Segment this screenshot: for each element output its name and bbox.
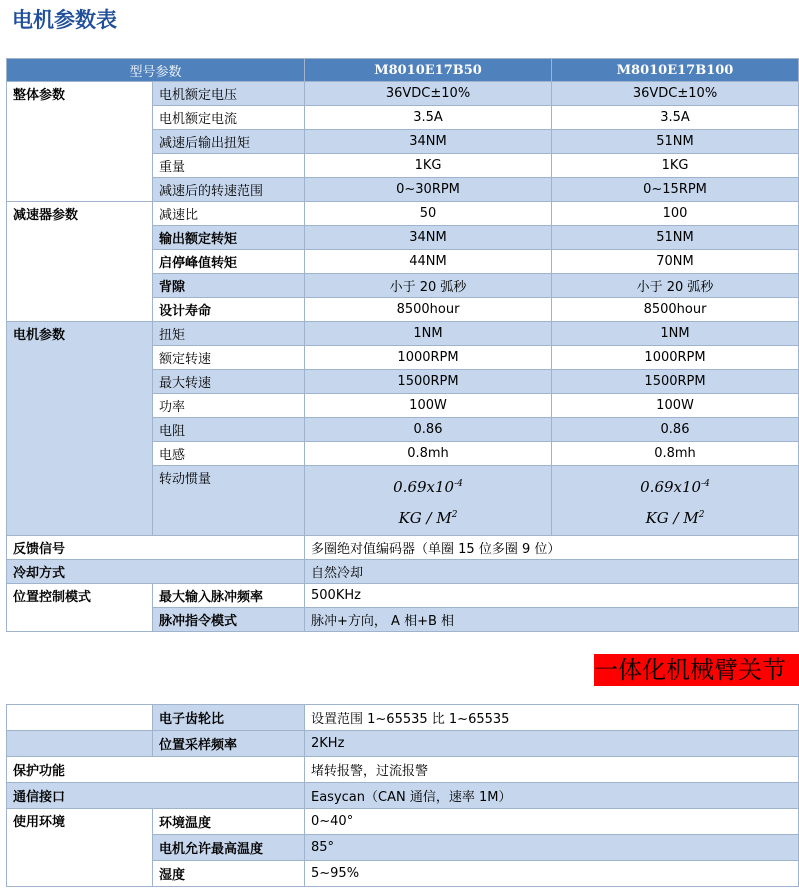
cell-value: 1000RPM	[552, 346, 799, 370]
row-label: 输出额定转矩	[153, 226, 305, 250]
row-label: 减速后的转速范围	[153, 178, 305, 202]
group-position: 位置控制模式	[7, 584, 153, 632]
cell-value: 500KHz	[305, 584, 799, 608]
cell-value: 3.5A	[552, 106, 799, 130]
empty-cell	[7, 705, 153, 731]
cell-value: 1000RPM	[305, 346, 552, 370]
cell-value: 3.5A	[305, 106, 552, 130]
table-row	[7, 809, 799, 835]
cell-value: 0.8mh	[552, 442, 799, 466]
cell-value: 脉冲+方向， A 相+B 相	[305, 608, 799, 632]
empty-cell	[7, 731, 153, 757]
row-label: 背隙	[153, 274, 305, 298]
cell-value: 0~30RPM	[305, 178, 552, 202]
inertia-value-b100: $0.69x10^{-4}$ KG / $M^2$	[552, 466, 799, 536]
row-label: 湿度	[153, 861, 305, 887]
row-label: 电子齿轮比	[153, 705, 305, 731]
cell-value: 85°	[305, 835, 799, 861]
cell-value: 100	[552, 202, 799, 226]
cell-value: 70NM	[552, 250, 799, 274]
cell-value: 5~95%	[305, 861, 799, 887]
cell-value: 34NM	[305, 226, 552, 250]
table-row	[7, 82, 799, 106]
cell-value: 设置范围 1~65535 比 1~65535	[305, 705, 799, 731]
table-row	[7, 783, 799, 809]
cell-value: 自然冷却	[305, 560, 799, 584]
cell-value: 51NM	[552, 226, 799, 250]
row-label: 电机允许最高温度	[153, 835, 305, 861]
cell-value: 0~40°	[305, 809, 799, 835]
cell-value: 44NM	[305, 250, 552, 274]
row-label: 最大输入脉冲频率	[153, 584, 305, 608]
table-row	[7, 536, 799, 560]
cell-value: Easycan（CAN 通信，速率 1M）	[305, 783, 799, 809]
page-title: 电机参数表	[12, 8, 117, 32]
cell-value: 0~15RPM	[552, 178, 799, 202]
table-row	[7, 584, 799, 608]
group-reducer: 减速器参数	[7, 202, 153, 322]
cell-value: 100W	[305, 394, 552, 418]
cell-value: 8500hour	[552, 298, 799, 322]
row-label: 电感	[153, 442, 305, 466]
row-label: 最大转速	[153, 370, 305, 394]
cell-value: 1NM	[305, 322, 552, 346]
group-protection: 保护功能	[7, 757, 305, 783]
cell-value: 36VDC±10%	[552, 82, 799, 106]
header-model-param: 型号参数	[7, 59, 305, 82]
row-label: 位置采样频率	[153, 731, 305, 757]
spec-table-continued	[6, 704, 799, 887]
cell-value: 0.8mh	[305, 442, 552, 466]
group-env: 使用环境	[7, 809, 153, 887]
cell-value: 0.86	[552, 418, 799, 442]
group-cooling: 冷却方式	[7, 560, 305, 584]
row-label: 重量	[153, 154, 305, 178]
table-row	[7, 202, 799, 226]
table-header-row	[7, 59, 799, 82]
cell-value: 1KG	[305, 154, 552, 178]
row-label: 脉冲指令模式	[153, 608, 305, 632]
cell-value: 34NM	[305, 130, 552, 154]
row-label: 扭矩	[153, 322, 305, 346]
row-label: 转动惯量	[153, 466, 305, 536]
cell-value: 36VDC±10%	[305, 82, 552, 106]
cell-value: 小于 20 弧秒	[552, 274, 799, 298]
row-label: 功率	[153, 394, 305, 418]
row-label: 电机额定电压	[153, 82, 305, 106]
cell-value: 8500hour	[305, 298, 552, 322]
row-label: 环境温度	[153, 809, 305, 835]
cell-value: 100W	[552, 394, 799, 418]
cell-value: 2KHz	[305, 731, 799, 757]
header-model-b50: M8010E17B50	[305, 59, 552, 82]
cell-value: 1KG	[552, 154, 799, 178]
table-row	[7, 322, 799, 346]
group-overall: 整体参数	[7, 82, 153, 202]
row-label: 电阻	[153, 418, 305, 442]
cell-value: 1500RPM	[305, 370, 552, 394]
cell-value: 多圈绝对值编码器（单圈 15 位多圈 9 位）	[305, 536, 799, 560]
row-label: 减速比	[153, 202, 305, 226]
cell-value: 1NM	[552, 322, 799, 346]
table-row	[7, 757, 799, 783]
banner-text: 一体化机械臂关节	[594, 654, 799, 686]
row-label: 减速后输出扭矩	[153, 130, 305, 154]
table-row	[7, 731, 799, 757]
header-model-b100: M8010E17B100	[552, 59, 799, 82]
group-feedback: 反馈信号	[7, 536, 305, 560]
table-row	[7, 560, 799, 584]
row-label: 设计寿命	[153, 298, 305, 322]
row-label: 启停峰值转矩	[153, 250, 305, 274]
row-label: 额定转速	[153, 346, 305, 370]
cell-value: 50	[305, 202, 552, 226]
cell-value: 小于 20 弧秒	[305, 274, 552, 298]
spec-table	[6, 58, 799, 632]
cell-value: 0.86	[305, 418, 552, 442]
table-row	[7, 705, 799, 731]
cell-value: 1500RPM	[552, 370, 799, 394]
cell-value: 堵转报警，过流报警	[305, 757, 799, 783]
row-label: 电机额定电流	[153, 106, 305, 130]
cell-value: 51NM	[552, 130, 799, 154]
group-comm: 通信接口	[7, 783, 305, 809]
group-motor: 电机参数	[7, 322, 153, 536]
inertia-value-b50: $0.69x10^{-4}$ KG / $M^2$	[305, 466, 552, 536]
